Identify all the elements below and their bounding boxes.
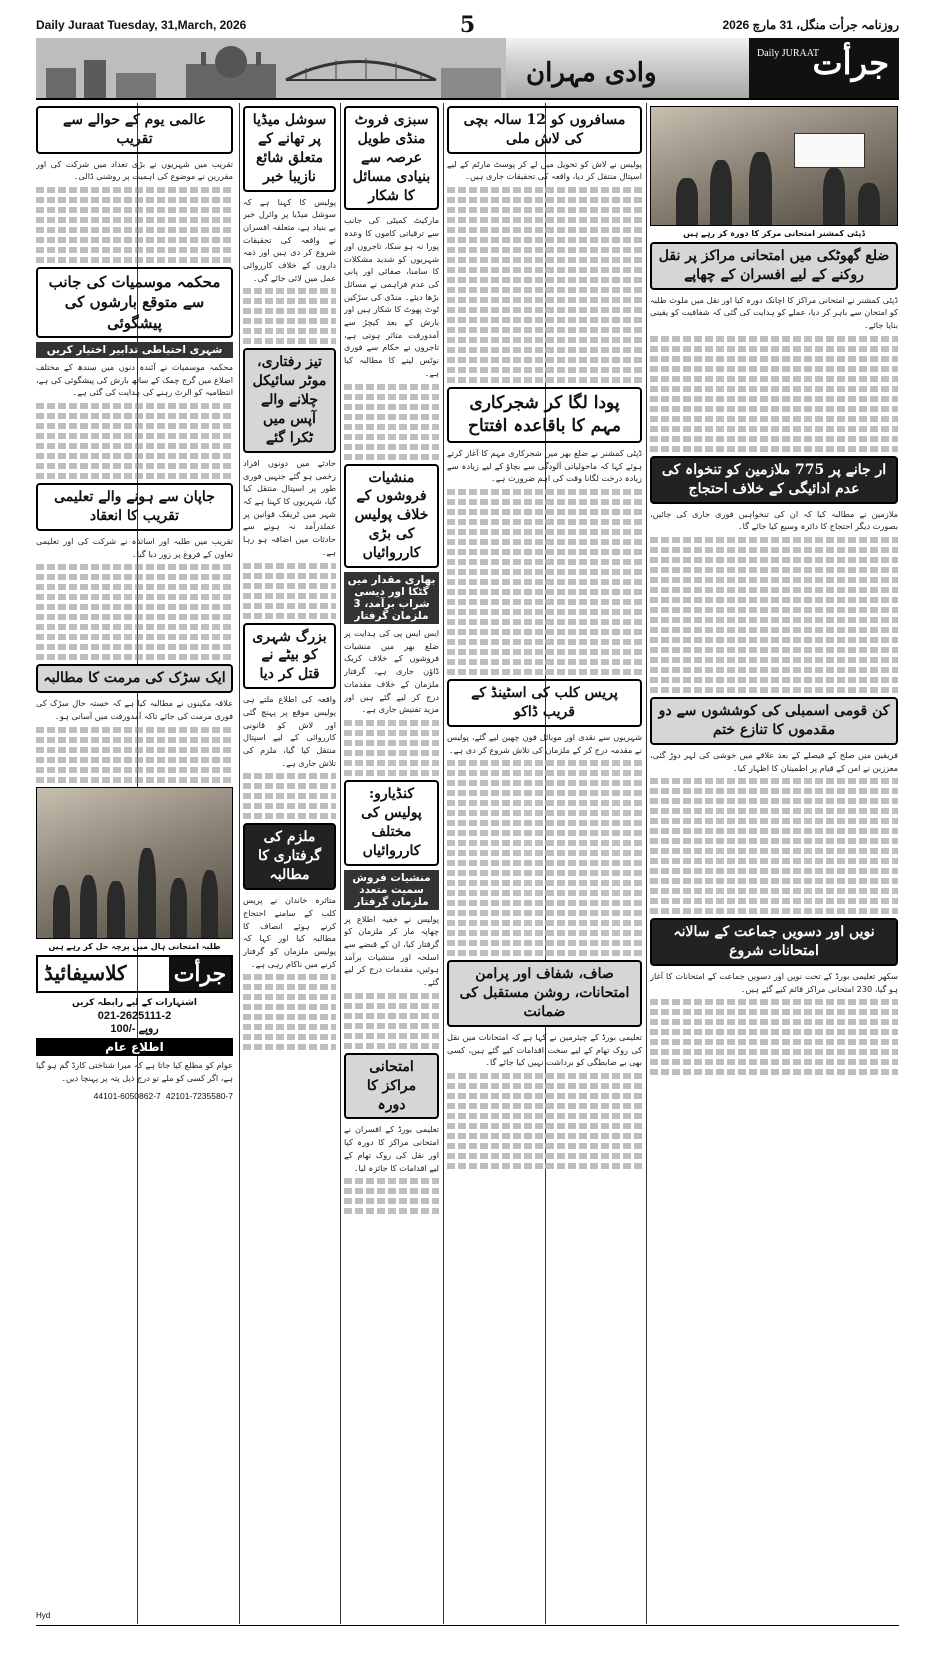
- text-filler: [650, 788, 898, 794]
- text-filler: [243, 563, 336, 569]
- text-filler: [36, 737, 233, 743]
- text-filler: [36, 624, 233, 630]
- headline: جاپان سے ہونے والے تعلیمی تقریب کا انعقاد: [36, 483, 233, 531]
- text-filler: [243, 603, 336, 609]
- text-filler: [650, 607, 898, 613]
- text-filler: [447, 237, 642, 243]
- text-filler: [447, 760, 642, 766]
- text-filler: [447, 669, 642, 675]
- text-filler: [447, 629, 642, 635]
- column-separator: [646, 103, 647, 1624]
- text-filler: [344, 1198, 439, 1204]
- text-filler: [243, 793, 336, 799]
- article-body: ایس ایس پی کی ہدایت پر ضلع بھر میں منشیات فروشوں کے خلاف کریک ڈاؤن جاری ہے، گرفتار ملزمان کے خلاف مقدمات درج کر لیے گئے ہیں اور مزید تفتیش جاری ہے۔: [344, 628, 439, 715]
- person-figure: [858, 183, 880, 225]
- text-filler: [36, 403, 233, 409]
- text-filler: [650, 1029, 898, 1035]
- text-filler: [650, 798, 898, 804]
- text-filler: [447, 810, 642, 816]
- text-filler: [447, 499, 642, 505]
- text-filler: [447, 539, 642, 545]
- text-filler: [447, 327, 642, 333]
- text-filler: [650, 1019, 898, 1025]
- text-filler: [650, 878, 898, 884]
- edition-mark: Hyd: [36, 1611, 51, 1620]
- text-filler: [650, 627, 898, 633]
- text-filler: [650, 1059, 898, 1065]
- ad-rate: 100/- روپے: [110, 1023, 159, 1036]
- text-filler: [650, 687, 898, 693]
- text-filler: [447, 850, 642, 856]
- text-filler: [650, 657, 898, 663]
- text-filler: [243, 593, 336, 599]
- text-filler: [344, 1208, 439, 1214]
- text-filler: [650, 557, 898, 563]
- ad-text: اشتہارات کے لیے رابطہ کریں: [72, 997, 197, 1008]
- photo-caption: ڈپٹی کمشنر امتحانی مرکز کا دورہ کر رہے ہیں: [683, 229, 865, 238]
- article-body: تقریب میں طلبہ اور اساتذہ نے شرکت کی اور تعلیمی تعاون کے فروغ پر زور دیا گیا۔: [36, 535, 233, 559]
- logo-subtitle: Daily JURAAT: [757, 48, 819, 59]
- text-filler: [447, 1143, 642, 1149]
- text-filler: [36, 217, 233, 223]
- text-filler: [447, 207, 642, 213]
- text-filler: [447, 529, 642, 535]
- headline: عالمی یوم کے حوالے سے تقریب: [36, 106, 233, 154]
- person-figure: [53, 885, 71, 938]
- text-filler: [344, 770, 439, 776]
- text-filler: [650, 396, 898, 402]
- text-filler: [447, 659, 642, 665]
- text-filler: [344, 384, 439, 390]
- text-filler: [36, 654, 233, 660]
- text-filler: [344, 444, 439, 450]
- text-filler: [650, 346, 898, 352]
- text-filler: [447, 900, 642, 906]
- text-filler: [447, 860, 642, 866]
- text-filler: [243, 984, 336, 990]
- text-filler: [36, 463, 233, 469]
- text-filler: [650, 667, 898, 673]
- text-filler: [344, 1013, 439, 1019]
- text-filler: [447, 920, 642, 926]
- text-filler: [344, 394, 439, 400]
- text-filler: [447, 217, 642, 223]
- text-filler: [447, 579, 642, 585]
- text-filler: [344, 404, 439, 410]
- text-filler: [344, 1003, 439, 1009]
- text-filler: [344, 424, 439, 430]
- headline: ار جانے پر 775 ملازمین کو تنخواہ کی عدم ادائیگی کے خلاف احتجاج: [650, 456, 898, 504]
- person-figure: [170, 878, 188, 938]
- headline: صاف، شفاف اور پرامن امتحانات، روشن مستقبل کی ضمانت: [447, 960, 642, 1027]
- text-filler: [447, 800, 642, 806]
- text-filler: [36, 453, 233, 459]
- text-filler: [447, 317, 642, 323]
- headline: نویں اور دسویں جماعت کے سالانہ امتحانات شروع: [650, 918, 898, 966]
- column-center: [344, 103, 439, 1624]
- article-body: تعلیمی بورڈ کے چیئرمین نے کہا ہے کہ امتحانات میں نقل کی روک تھام کے لیے سخت اقدامات کیے گئے ہیں، کسی بھی بے ضابطگی کو برداشت نہیں کیا جائے گا۔: [447, 1032, 642, 1068]
- text-filler: [243, 1004, 336, 1010]
- text-filler: [650, 908, 898, 914]
- text-filler: [650, 999, 898, 1005]
- logo-title: جرأت: [812, 44, 889, 82]
- text-filler: [650, 416, 898, 422]
- top-bar: [36, 12, 899, 38]
- text-filler: [243, 803, 336, 809]
- text-filler: [36, 777, 233, 783]
- article-body: ملازمین نے مطالبہ کیا کہ ان کی تنخواہیں فوری جاری کی جائیں، بصورت دیگر احتجاج کا دائرہ وسیع کیا جائے گا۔: [650, 508, 898, 532]
- text-filler: [36, 473, 233, 479]
- text-filler: [36, 574, 233, 580]
- text-filler: [243, 773, 336, 779]
- subheadline: منشیات فروش سمیت متعدد ملزمان گرفتار: [344, 870, 439, 910]
- exam-hall-photo: [36, 787, 233, 939]
- article-body: فریقین میں صلح کے فیصلے کے بعد علاقے میں خوشی کی لہر دوڑ گئی، معززین نے امن کے قیام پر اطمینان کا اظہار کیا۔: [650, 749, 898, 773]
- text-filler: [447, 307, 642, 313]
- text-filler: [447, 950, 642, 956]
- person-figure: [138, 848, 156, 938]
- text-filler: [447, 1093, 642, 1099]
- text-filler: [447, 820, 642, 826]
- text-filler: [447, 880, 642, 886]
- text-filler: [650, 406, 898, 412]
- text-filler: [36, 564, 233, 570]
- text-filler: [650, 567, 898, 573]
- headline: تیز رفتاری، موٹر سائیکل چلانے والے آپس میں ٹکرا گئے: [243, 348, 336, 452]
- article-body: علاقہ مکینوں نے مطالبہ کیا ہے کہ خستہ حال سڑک کی فوری مرمت کی جائے تاکہ آمدورفت میں آسانی ہو۔: [36, 698, 233, 721]
- person-figure: [676, 178, 698, 225]
- text-filler: [243, 318, 336, 324]
- text-filler: [36, 614, 233, 620]
- text-filler: [447, 930, 642, 936]
- text-filler: [650, 1049, 898, 1055]
- article-body: ڈپٹی کمشنر نے امتحانی مراکز کا اچانک دورہ کیا اور نقل میں ملوث طلبہ کو امتحان سے باہر کر دیا، عملے کو ہدایت کی گئی کہ شفافیت کو یقینی بنایا جائے۔: [650, 294, 898, 331]
- text-filler: [344, 1033, 439, 1039]
- text-filler: [447, 267, 642, 273]
- text-filler: [36, 584, 233, 590]
- text-filler: [650, 828, 898, 834]
- text-filler: [344, 730, 439, 736]
- text-filler: [447, 569, 642, 575]
- text-filler: [447, 1083, 642, 1089]
- text-filler: [650, 426, 898, 432]
- text-filler: [447, 830, 642, 836]
- classroom-photo: [650, 106, 898, 226]
- text-filler: [36, 757, 233, 763]
- text-filler: [650, 446, 898, 452]
- text-filler: [447, 619, 642, 625]
- column-center-left: [243, 103, 336, 1624]
- text-filler: [243, 288, 336, 294]
- notice-title: اطلاع عام: [36, 1038, 233, 1056]
- text-filler: [243, 1044, 336, 1050]
- text-filler: [650, 637, 898, 643]
- text-filler: [650, 848, 898, 854]
- text-filler: [447, 609, 642, 615]
- article-body: سکھر تعلیمی بورڈ کے تحت نویں اور دسویں جماعت کے امتحانات کا آغاز ہو گیا، 230 امتحانی مراکز قائم کیے گئے ہیں۔: [650, 971, 898, 994]
- text-filler: [36, 237, 233, 243]
- text-filler: [344, 1043, 439, 1049]
- person-figure: [710, 160, 732, 225]
- article-body: متاثرہ خاندان نے پریس کلب کے سامنے احتجاج کرتے ہوئے انصاف کا مطالبہ کیا اور کہا کہ پولیس ملزمان کو گرفتار کرنے میں ناکام رہی ہے۔: [243, 895, 336, 969]
- person-figure: [749, 152, 771, 225]
- text-filler: [243, 583, 336, 589]
- text-filler: [650, 858, 898, 864]
- text-filler: [447, 639, 642, 645]
- text-filler: [447, 367, 642, 373]
- headline: سبزی فروٹ منڈی طویل عرصہ سے بنیادی مسائل کا شکار: [344, 106, 439, 210]
- text-filler: [447, 1133, 642, 1139]
- text-filler: [447, 197, 642, 203]
- text-filler: [447, 1163, 642, 1169]
- classified-logo: جرأت: [169, 957, 231, 991]
- whiteboard-shape: [794, 133, 865, 168]
- text-filler: [447, 1123, 642, 1129]
- column-right: [650, 103, 898, 1624]
- text-filler: [344, 750, 439, 756]
- text-filler: [36, 594, 233, 600]
- person-figure: [823, 168, 845, 225]
- headline: مسافروں کو 12 سالہ بچی کی لاش ملی: [447, 106, 642, 154]
- text-filler: [36, 423, 233, 429]
- subheadline: شہری احتیاطی تدابیر اختیار کریں: [36, 342, 233, 358]
- article-body: پولیس کا کہنا ہے کہ سوشل میڈیا پر وائرل خبر بے بنیاد ہے، متعلقہ افسران نے واقعہ کی تحقیقات شروع کر دی ہیں اور ذمہ داروں کے خلاف کارروائی عمل میں لائی جائے گی۔: [243, 196, 336, 283]
- text-filler: [243, 783, 336, 789]
- text-filler: [36, 644, 233, 650]
- text-filler: [447, 287, 642, 293]
- headline: کن قومی اسمبلی کی کوششوں سے دو مقدموں کا تنازع ختم: [650, 697, 898, 745]
- text-filler: [650, 577, 898, 583]
- text-filler: [650, 1069, 898, 1075]
- text-filler: [650, 677, 898, 683]
- text-filler: [447, 377, 642, 383]
- text-filler: [447, 549, 642, 555]
- article-body: پولیس نے خفیہ اطلاع پر چھاپہ مار کر ملزمان کو گرفتار کیا، ان کے قبضے سے اسلحہ اور منشیات برآمد ہوئیں، مقدمات درج کر لیے گئے۔: [344, 913, 439, 988]
- skyline-illustration: [36, 38, 506, 98]
- headline: ملزم کی گرفتاری کا مطالبہ: [243, 823, 336, 890]
- column-separator: [443, 103, 444, 1624]
- text-filler: [650, 838, 898, 844]
- text-filler: [650, 1039, 898, 1045]
- text-filler: [447, 347, 642, 353]
- text-filler: [447, 1103, 642, 1109]
- text-filler: [650, 436, 898, 442]
- person-figure: [107, 881, 125, 938]
- text-filler: [243, 813, 336, 819]
- text-filler: [650, 808, 898, 814]
- text-filler: [650, 818, 898, 824]
- ad-phone: 021-2625111-2: [97, 1010, 172, 1023]
- text-filler: [447, 910, 642, 916]
- article-body: حادثے میں دونوں افراد زخمی ہو گئے جنہیں فوری طور پر اسپتال منتقل کیا گیا، شہریوں کا کہنا ہے کہ شہر میں ٹریفک قوانین پر عملدرآمد نہ ہونے سے حادثات میں اضافہ ہو رہا ہے۔: [243, 457, 336, 557]
- text-filler: [243, 573, 336, 579]
- text-filler: [447, 519, 642, 525]
- text-filler: [344, 1188, 439, 1194]
- text-filler: [650, 597, 898, 603]
- headline: بزرگ شہری کو بیٹے نے قتل کر دیا: [243, 623, 336, 690]
- classified-box: [36, 955, 233, 993]
- text-filler: [36, 227, 233, 233]
- text-filler: [36, 727, 233, 733]
- person-figure: [80, 875, 98, 938]
- masthead-banner: [36, 38, 899, 100]
- text-filler: [447, 870, 642, 876]
- article-body: واقعہ کی اطلاع ملتے ہی پولیس موقع پر پہنچ گئی اور لاش کو قانونی کارروائی کے لیے اسپتال منتقل کیا گیا، ملزم کی تلاش جاری ہے۔: [243, 694, 336, 768]
- headline: منشیات فروشوں کے خلاف پولیس کی بڑی کارروائیاں: [344, 464, 439, 568]
- text-filler: [36, 207, 233, 213]
- text-filler: [650, 898, 898, 904]
- text-filler: [447, 559, 642, 565]
- text-filler: [447, 940, 642, 946]
- text-filler: [243, 328, 336, 334]
- text-filler: [36, 413, 233, 419]
- page-number: 5: [459, 12, 476, 38]
- article-body: ڈپٹی کمشنر نے ضلع بھر میں شجرکاری مہم کا آغاز کرتے ہوئے کہا کہ ماحولیاتی آلودگی سے بچاؤ کے لیے زیادہ سے زیادہ درخت لگانا وقت کی اہم ضرورت ہے۔: [447, 448, 642, 484]
- article-body: تقریب میں شہریوں نے بڑی تعداد میں شرکت کی اور مقررین نے موضوع کی اہمیت پر روشنی ڈالی۔: [36, 158, 233, 182]
- text-filler: [447, 1073, 642, 1079]
- text-filler: [36, 197, 233, 203]
- text-filler: [447, 297, 642, 303]
- text-filler: [36, 767, 233, 773]
- text-filler: [650, 366, 898, 372]
- text-filler: [447, 840, 642, 846]
- text-filler: [447, 247, 642, 253]
- text-filler: [650, 356, 898, 362]
- text-filler: [650, 386, 898, 392]
- subheadline: بھاری مقدار میں گٹکا اور دیسی شراب برآمد، 3 ملزمان گرفتار: [344, 572, 439, 624]
- column-center-right: [447, 103, 642, 1624]
- text-filler: [447, 357, 642, 363]
- headline: امتحانی مراکز کا دورہ: [344, 1053, 439, 1120]
- text-filler: [447, 1113, 642, 1119]
- text-filler: [447, 599, 642, 605]
- text-filler: [447, 227, 642, 233]
- text-filler: [650, 647, 898, 653]
- text-filler: [344, 993, 439, 999]
- column-separator: [239, 103, 240, 1624]
- photo-caption: طلبہ امتحانی ہال میں پرچہ حل کر رہے ہیں: [48, 941, 221, 951]
- article-body: محکمہ موسمیات نے آئندہ دنوں میں سندھ کے مختلف اضلاع میں گرج چمک کے ساتھ بارش کی پیشگوئی کی ہے، انتظامیہ کو الرٹ رہنے کی ہدایت کی گئی ہے۔: [36, 361, 233, 398]
- text-filler: [650, 336, 898, 342]
- newspaper-logo: [749, 38, 899, 98]
- text-filler: [243, 613, 336, 619]
- headline: کنڈیارو: پولیس کی مختلف کارروائیاں: [344, 780, 439, 866]
- text-filler: [36, 257, 233, 263]
- header-date-english: Daily Juraat Tuesday, 31,March, 2026: [36, 18, 247, 32]
- text-filler: [447, 187, 642, 193]
- cnic-number: 42101-7235580-7: [165, 1091, 233, 1102]
- cnic-number: 44101-6050862-7: [93, 1091, 161, 1102]
- notice-body: عوام کو مطلع کیا جاتا ہے کہ میرا شناختی کارڈ گم ہو گیا ہے، اگر کسی کو ملے تو درج ذیل پتہ پر پہنچا دیں۔: [36, 1060, 233, 1083]
- section-title: وادی مہران: [526, 58, 657, 88]
- text-filler: [243, 1014, 336, 1020]
- text-filler: [447, 780, 642, 786]
- text-filler: [243, 338, 336, 344]
- text-filler: [650, 868, 898, 874]
- text-filler: [447, 589, 642, 595]
- column-left: [36, 103, 233, 1624]
- article-body: تعلیمی بورڈ کے افسران نے امتحانی مراکز کا دورہ کیا اور نقل کی روک تھام کے لیے اقدامات کا جائزہ لیا۔: [344, 1124, 439, 1173]
- text-filler: [36, 433, 233, 439]
- text-filler: [36, 604, 233, 610]
- text-filler: [36, 747, 233, 753]
- text-filler: [650, 537, 898, 543]
- text-filler: [243, 308, 336, 314]
- text-filler: [650, 617, 898, 623]
- text-filler: [344, 1178, 439, 1184]
- text-filler: [243, 298, 336, 304]
- text-filler: [650, 778, 898, 784]
- headline: ایک سڑک کی مرمت کا مطالبہ: [36, 664, 233, 693]
- headline: ضلع گھوٹکی میں امتحانی مراکز پر نقل روکنے کے لیے افسران کے چھاپے: [650, 242, 898, 290]
- article-body: شہریوں سے نقدی اور موبائل فون چھین لیے گئے، پولیس نے مقدمہ درج کر کے ملزمان کی تلاش شروع کر دی ہے۔: [447, 731, 642, 755]
- headline: سوشل میڈیا پر تھانے کے متعلق شائع نازیبا خبر: [243, 106, 336, 192]
- text-filler: [650, 888, 898, 894]
- text-filler: [447, 337, 642, 343]
- text-filler: [650, 547, 898, 553]
- header-date-urdu: روزنامہ جرأت منگل، 31 مارچ 2026: [722, 18, 899, 32]
- text-filler: [447, 257, 642, 263]
- text-filler: [344, 740, 439, 746]
- text-filler: [243, 1034, 336, 1040]
- text-filler: [650, 587, 898, 593]
- article-body: پولیس نے لاش کو تحویل میں لے کر پوسٹ مارٹم کے لیے اسپتال منتقل کر دیا، واقعہ کی تحقیقات جاری ہیں۔: [447, 158, 642, 182]
- classified-label: کلاسیفائیڈ: [44, 960, 127, 985]
- text-filler: [447, 890, 642, 896]
- text-filler: [344, 720, 439, 726]
- text-filler: [447, 790, 642, 796]
- text-filler: [36, 247, 233, 253]
- column-separator: [340, 103, 341, 1624]
- text-filler: [447, 277, 642, 283]
- text-filler: [344, 760, 439, 766]
- text-filler: [344, 454, 439, 460]
- text-filler: [36, 443, 233, 449]
- article-body: مارکیٹ کمیٹی کی جانب سے ترقیاتی کاموں کا وعدہ پورا نہ ہو سکا، تاجروں اور شہریوں کو شدید مشکلات کا سامنا، صفائی اور پانی کی عدم فراہمی نے مسائل بڑھا دیئے۔ منڈی کی سڑکیں ٹوٹ پھوٹ کا شکار ہیں اور بارش کے بعد کیچڑ سے آمدورفت متاثر ہوتی ہے، تاجروں نے حکام سے فوری نوٹس لینے کا مطالبہ کیا ہے۔: [344, 215, 439, 378]
- page-bottom-rule: [36, 1625, 899, 1626]
- headline: پودا لگا کر شجرکاری مہم کا باقاعدہ افتتاح: [447, 387, 642, 443]
- text-filler: [243, 1024, 336, 1030]
- text-filler: [447, 489, 642, 495]
- text-filler: [243, 994, 336, 1000]
- text-filler: [344, 434, 439, 440]
- person-figure: [201, 870, 219, 938]
- text-filler: [36, 187, 233, 193]
- headline: محکمہ موسمیات کی جانب سے متوقع بارشوں کی پیشگوئی: [36, 267, 233, 338]
- text-filler: [344, 1023, 439, 1029]
- text-filler: [344, 414, 439, 420]
- text-filler: [447, 649, 642, 655]
- text-filler: [650, 376, 898, 382]
- text-filler: [447, 1153, 642, 1159]
- text-filler: [447, 770, 642, 776]
- text-filler: [650, 1009, 898, 1015]
- headline: پریس کلب کی اسٹینڈ کے قریب ڈاکو: [447, 679, 642, 727]
- text-filler: [36, 634, 233, 640]
- text-filler: [243, 974, 336, 980]
- text-filler: [447, 509, 642, 515]
